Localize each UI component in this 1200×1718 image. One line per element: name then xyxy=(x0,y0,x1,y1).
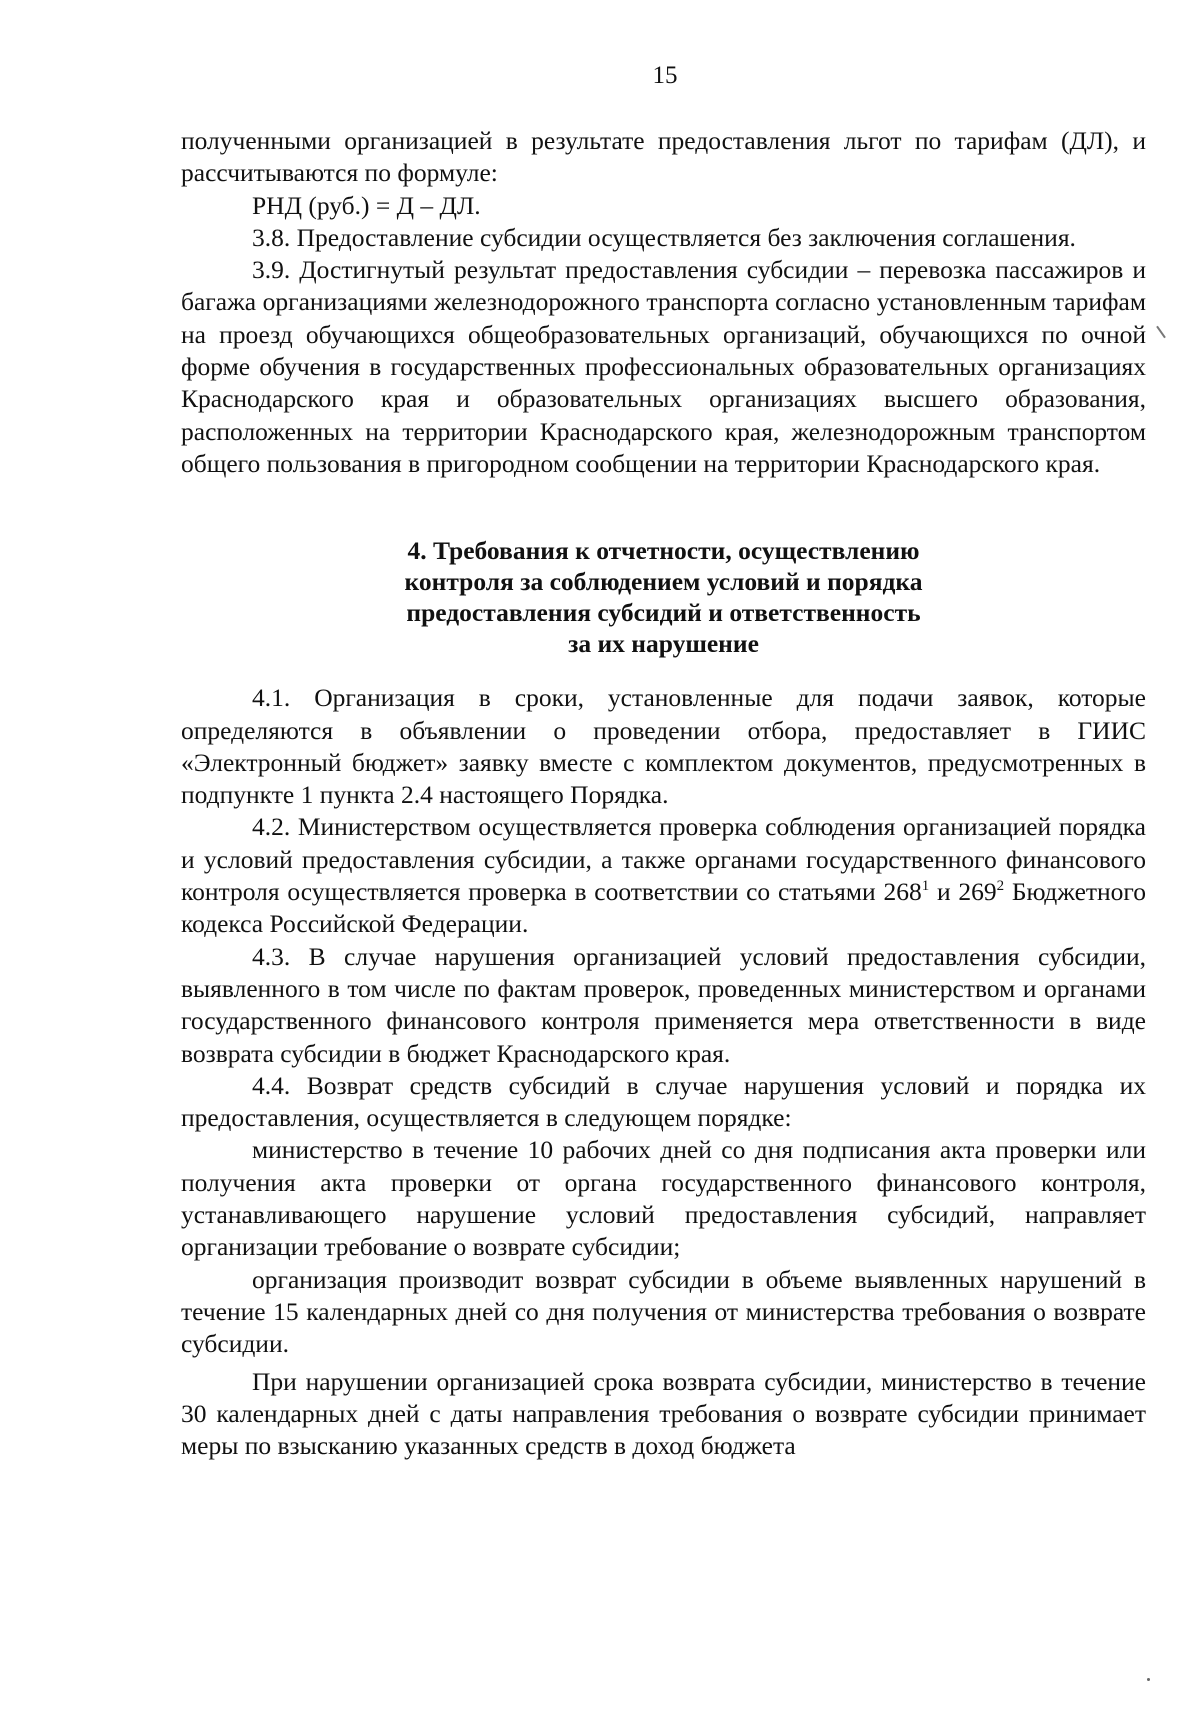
paragraph-3-8: 3.8. Предоставление субсидии осуществляется без заключения соглашения. xyxy=(252,222,1076,252)
paragraph-4-4-organization: организация производит возврат субсидии в объеме выявленных нарушений в течение 15 календарных дней со дня получения от министерства требования о возврате субсидии. xyxy=(181,1264,1146,1359)
document-body xyxy=(181,125,1146,1462)
superscript-article-269: 2 xyxy=(996,878,1005,895)
paragraph-4-3: 4.3. В случае нарушения организацией условий предоставления субсидии, выявленного в том числе по фактам проверок, проведенных министерством и органами государственного финансового контроля применяется мера ответственности в виде возврата субсидии в бюджет Краснодарского края. xyxy=(181,941,1146,1068)
scan-artifact-dot xyxy=(1147,1678,1150,1681)
section-heading-line: контроля за соблюдением условий и порядка xyxy=(404,567,923,597)
paragraph-recovery: При нарушении организацией срока возврата субсидии, министерство в течение 30 календарных дней с даты направления требования о возврате субсидии принимает меры по взысканию указанных средств в доход бюджета xyxy=(181,1366,1146,1461)
paragraph-4-4: 4.4. Возврат средств субсидий в случае нарушения условий и порядка их предоставления, осуществляется в следующем порядке: xyxy=(181,1070,1146,1133)
paragraph-4-2-text: 4.2. Министерством осуществляется проверка соблюдения организацией порядка и условий предоставления субсидии, а также органами государственного финансового контроля осуществляется проверка в соответствии со статьями 268 xyxy=(181,812,1146,907)
formula: РНД (руб.) = Д – ДЛ. xyxy=(252,190,481,220)
superscript-article-268: 1 xyxy=(921,878,930,895)
paragraph-4-1: 4.1. Организация в сроки, установленные для подачи заявок, которые определяются в объявлении о проведении отбора, предоставляет в ГИИС «Электронный бюджет» заявку вместе с комплектом документов, предусмотренных в подпункте 1 пункта 2.4 настоящего Порядка. xyxy=(181,683,1146,810)
paragraph-formula-intro: полученными организацией в результате предоставления льгот по тарифам (ДЛ), и рассчитываются по формуле: xyxy=(181,126,1146,188)
paragraph-3-9: 3.9. Достигнутый результат предоставления субсидии – перевозка пассажиров и багажа организациями железнодорожного транспорта согласно установленным тарифам на проезд обучающихся общеобразовательных организаций, обучающихся по очной форме обучения в государственных профессиональных образовательных организациях Краснодарского края и образовательных организациях высшего образования, расположенных на территории Краснодарского края, железнодорожным транспортом общего пользования в пригородном сообщении на территории Краснодарского края. xyxy=(181,255,1146,478)
page-number: 15 xyxy=(652,62,678,89)
section-heading-line: предоставления субсидий и ответственность xyxy=(406,598,921,628)
paragraph-4-2-text-middle: и 269 xyxy=(929,877,997,907)
paragraph-4-4-ministry: министерство в течение 10 рабочих дней со дня подписания акта проверки или получения акта проверки от органа государственного финансового контроля, устанавливающего нарушение условий предоставления субсидий, направляет организации требование о возврате субсидии; xyxy=(181,1135,1146,1262)
scan-artifact-mark xyxy=(1156,326,1166,339)
section-4-heading xyxy=(181,535,1146,659)
section-heading-line: за их нарушение xyxy=(568,629,759,659)
section-heading-line: 4. Требования к отчетности, осуществлению xyxy=(407,536,920,566)
paragraph-4-2-text-end: Бюджетного кодекса Российской Федерации. xyxy=(181,877,1146,939)
paragraph-4-2 xyxy=(181,811,1146,940)
